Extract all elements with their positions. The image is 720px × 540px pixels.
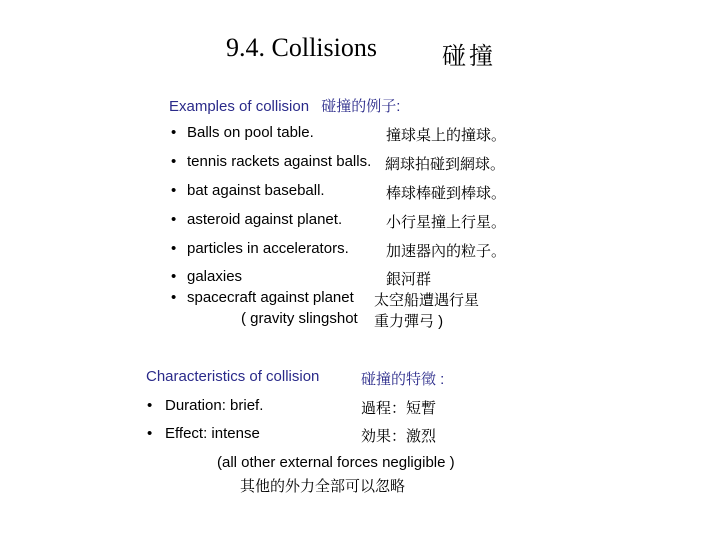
example-item-en: bat against baseball.	[187, 182, 325, 199]
example-item-zh: 撞球桌上的撞球。	[386, 127, 507, 144]
examples-heading	[169, 95, 400, 116]
bullet: •	[171, 153, 177, 170]
characteristic-item	[147, 397, 263, 414]
example-item-zh: 加速器內的粒子。	[386, 243, 507, 260]
external-forces-note-en: (all other external forces negligible )	[217, 454, 455, 471]
characteristic-item-zh: 過程：短暫	[361, 400, 437, 417]
example-item	[171, 211, 342, 228]
example-item	[171, 289, 354, 306]
bullet: •	[171, 289, 177, 306]
characteristics-heading-en: Characteristics of collision	[146, 368, 320, 385]
example-item-zh: 網球拍碰到網球。	[385, 156, 506, 173]
characteristic-item-zh: 効果：激烈	[361, 428, 437, 445]
example-item	[171, 268, 242, 285]
slide-title: 9.4. Collisions	[226, 33, 377, 62]
example-item-en: spacecraft against planet	[187, 289, 354, 306]
example-item-zh: 太空船遭遇行星	[374, 292, 480, 309]
example-item-zh: 棒球棒碰到棒球。	[386, 185, 507, 202]
example-item-en: asteroid against planet.	[187, 211, 343, 228]
external-forces-note-zh: 其他的外力全部可以忽略	[240, 478, 406, 495]
example-item	[171, 240, 349, 257]
examples-heading-en: Examples of collision	[169, 98, 310, 115]
bullet: •	[171, 211, 177, 228]
example-item-en: tennis rackets against balls.	[187, 153, 372, 170]
slingshot-note-en: ( gravity slingshot	[241, 310, 358, 327]
bullet: •	[147, 425, 153, 442]
slide-title-chinese: 碰撞	[442, 42, 496, 70]
bullet: •	[147, 397, 153, 414]
examples-heading-zh: 碰撞的例子:	[321, 98, 401, 115]
characteristic-item-en: Effect: intense	[165, 425, 260, 442]
example-item	[171, 124, 314, 141]
example-item-en: galaxies	[187, 268, 243, 285]
characteristics-heading-zh: 碰撞的特徵 :	[361, 371, 445, 388]
example-item	[171, 182, 325, 199]
example-item-en: Balls on pool table.	[187, 124, 314, 141]
characteristic-item	[147, 425, 260, 442]
example-item-en: particles in accelerators.	[187, 240, 349, 257]
characteristic-item-en: Duration: brief.	[165, 397, 264, 414]
example-item-zh: 小行星撞上行星。	[386, 214, 507, 231]
example-item-zh: 銀河群	[386, 271, 432, 288]
bullet: •	[171, 124, 177, 141]
slingshot-note-zh: 重力彈弓 )	[374, 313, 444, 330]
bullet: •	[171, 240, 177, 257]
bullet: •	[171, 268, 177, 285]
bullet: •	[171, 182, 177, 199]
example-item	[171, 153, 371, 170]
